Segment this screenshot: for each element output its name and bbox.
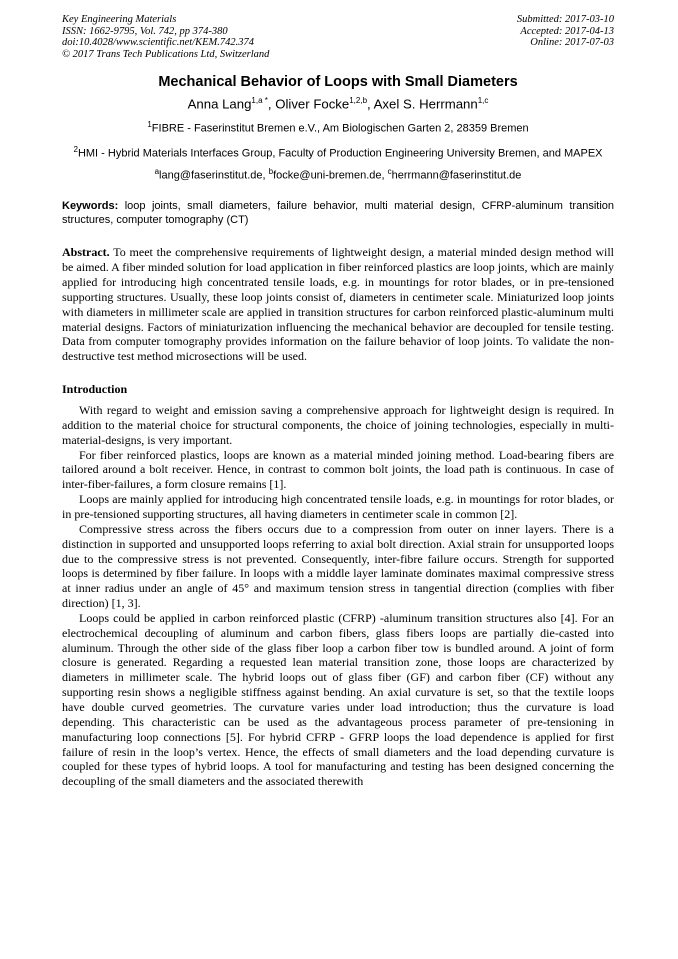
email-link[interactable]: focke@uni-bremen.de	[273, 169, 382, 182]
abstract-label: Abstract.	[62, 245, 110, 260]
keywords	[62, 199, 614, 227]
author-list: Anna Lang$^{1,a *}$, Oliver Focke$^{1,2,b}$, Axel S. Herrmann$^{1,c}$	[187, 96, 489, 112]
email-sup: b	[268, 166, 274, 176]
paragraph: Loops are mainly applied for introducing high concentrated tensile loads, e.g. in mountings for rotor blades, or in pre-tensioned supporting structures, all having diameters in centimeter scale in common [2].	[62, 492, 614, 522]
affiliation-sup: 2	[73, 145, 78, 155]
paragraph: Compressive stress across the fibers occurs due to a compression from outer on inner layers. There is a distinction in supported and unsupported loops referring to axial bolt direction. Axial strain for unsupported loops due to the compressive stress is not prevented. Consequently, inter-fibre failure occurs. Strength for supported loops is determined by fiber failure. In loops with a middle layer laminate dominates maximal compressive stress at inner radius under an angle of 45° and maximum tension stress in tangential direction (complies with fiber direction) [1, 3].	[62, 521, 614, 611]
dates	[517, 14, 614, 60]
paragraph: Loops could be applied in carbon reinforced plastic (CFRP) -aluminum transition structures also [4]. For an electrochemical decoupling of aluminum and carbon fibers, glass fibers loops are partially die-casted into aluminum. Through the other side of the glass fiber loop a carbon fiber tow is bundled around. A joint of form closure is generated. Regarding a requested lean material transition zone, those loops are characterized by diameters in millimeter scale. The hybrid loops out of glass fiber (GF) and carbon fiber (CF) without any supporting resin shows a negligible stiffness against bending. An axial curvature is set, so that the textile loops have double curved geometries. The curvature varies under load introduction; thus the curvature is load depending. This characteristic can be used as the advantageous process parameter of pre-tensioning in manufacturing loop connections [5]. For hybrid CFRP - GFRP loops the load dependence is applied for first failure of resin in the loop’s vertex. Hence, the effects of small diameters and the load depending curvature is coupled for these types of hybrid loops. A tool for manufacturing and testing has been designed concerning the decoupling of the small diameters and the associated therewith	[62, 610, 614, 789]
copyright: © 2017 Trans Tech Publications Ltd, Switzerland	[62, 48, 270, 60]
accepted-date: Accepted: 2017-04-13	[520, 25, 614, 37]
author-sup: 1,a *	[251, 96, 268, 105]
keywords-text: loop joints, small diameters, failure behavior, multi material design, CFRP-aluminum transition structures, computer tomography (CT)	[62, 200, 615, 227]
abstract-text: To meet the comprehensive requirements of lightweight design, a material minded design method will be aimed. A fiber minded solution for load application in fiber reinforced plastics are loop joints, which are mainly applied for introducing high concentrated tensile loads, e.g. in mountings for rotor blades, or in pre-tensioned supporting structures. Usually, these loop joints consist of, diameters in centimeter scale. Miniaturized loop joints with diameters in millimeter scale are applied in transition structures for carbon reinforced plastic-aluminum multi material designs. Factors of miniaturization influencing the mechanical behavior are decoupled for tensile testing. Data from computer tomography provides information on the failure behavior of loop joints. To validate the non-destructive test method microsections will be used.	[62, 245, 614, 364]
paragraph: With regard to weight and emission saving a comprehensive approach for lightweight design is required. In addition to the material choice for structural components, the choice of joining technologies, especially in multi-material-designs, is very important.	[62, 403, 614, 447]
paper-page	[62, 14, 614, 789]
email-list: $^a$lang@faserinstitut.de, $^b$focke@uni-bremen.de, $^c$herrmann@faserinstitut.de	[154, 166, 522, 182]
author-sup: 1,c	[477, 96, 489, 105]
issn: ISSN: 1662-9795, Vol. 742, pp 374-380	[62, 25, 228, 37]
affiliation-text: HMI - Hybrid Materials Interfaces Group, Faculty of Production Engineering University Bremen, and MAPEX	[77, 147, 603, 160]
author-sup: 1,2,b	[349, 96, 368, 105]
paper-title: Mechanical Behavior of Loops with Small Diameters	[158, 74, 518, 90]
affiliation-sup: 1	[147, 120, 152, 130]
email-sup: c	[387, 166, 392, 176]
journal-info	[62, 14, 269, 60]
keywords-label: Keywords:	[62, 200, 119, 213]
email-link[interactable]: lang@faserinstitut.de	[159, 169, 263, 182]
doi: doi:10.4028/www.scientific.net/KEM.742.374	[62, 37, 254, 48]
online-date: Online: 2017-07-03	[530, 37, 614, 48]
journal-name: Key Engineering Materials	[62, 14, 177, 25]
email-sup: a	[154, 166, 160, 176]
submitted-date: Submitted: 2017-03-10	[516, 14, 614, 25]
affiliation-text: FIBRE - Faserinstitut Bremen e.V., Am Biologischen Garten 2, 28359 Bremen	[151, 123, 529, 136]
section-title: Introduction	[62, 382, 128, 397]
author-name: Axel S. Herrmann	[373, 96, 478, 112]
journal-header	[62, 14, 614, 60]
abstract	[62, 245, 614, 364]
affiliation	[62, 143, 614, 161]
author-name: Anna Lang	[187, 96, 252, 112]
author-name: Oliver Focke	[275, 96, 350, 112]
paragraph: For fiber reinforced plastics, loops are known as a material minded joining method. Load-bearing fibers are tailored around a bolt receiver. Hence, in contrast to common bolt joints, the load path is continuous. In case of inter-fiber-failures, a form closure remains [1].	[62, 447, 614, 492]
email-link[interactable]: herrmann@faserinstitut.de	[391, 169, 522, 182]
affiliation	[62, 118, 614, 136]
